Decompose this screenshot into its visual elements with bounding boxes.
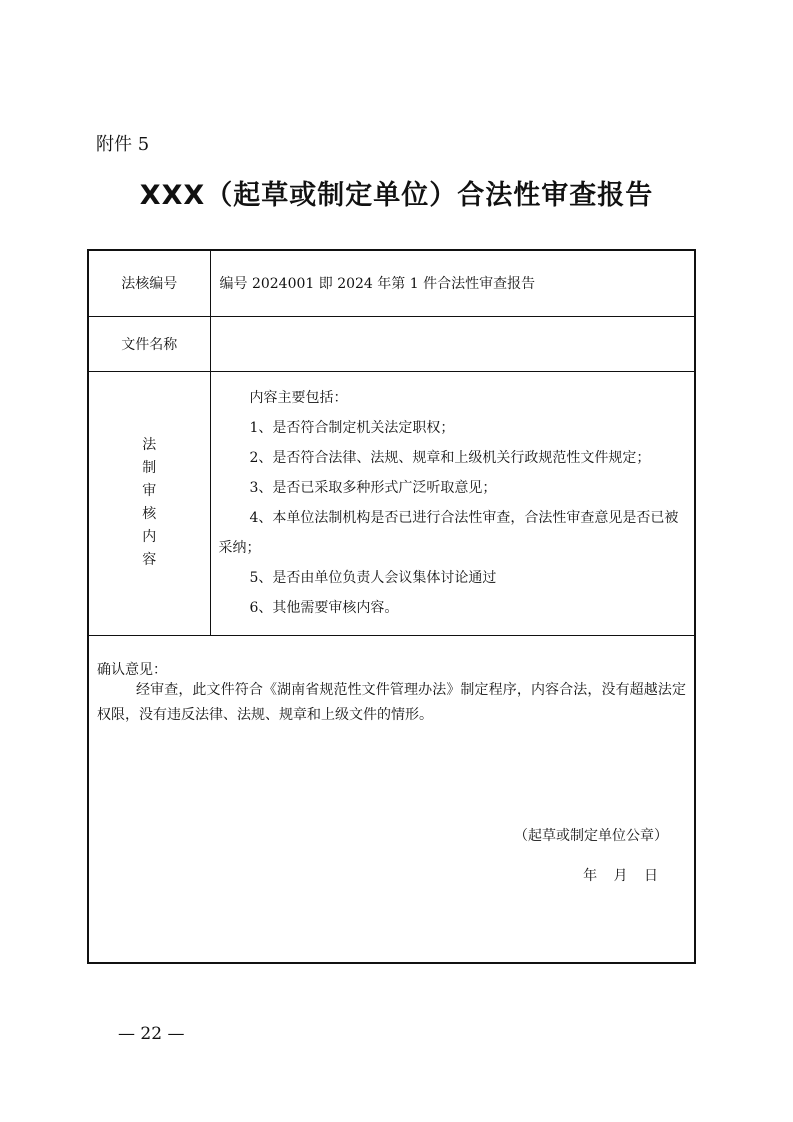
seal-label: （起草或制定单位公章）	[514, 827, 668, 844]
document-name-label: 文件名称	[88, 316, 210, 371]
review-report-table	[87, 249, 696, 964]
review-content-item: 1、是否符合制定机关法定职权；	[249, 420, 455, 436]
review-content-row	[88, 371, 695, 635]
document-name-row	[88, 316, 695, 371]
page-title: XXX（起草或制定单位）合法性审查报告	[139, 180, 654, 211]
review-number-row	[88, 250, 695, 316]
review-content-label-char: 内	[142, 529, 157, 545]
review-content-list	[210, 371, 695, 635]
review-content-label-char: 核	[142, 506, 157, 522]
review-content-label-char: 法	[142, 437, 157, 453]
review-content-label	[88, 371, 210, 635]
confirmation-box	[89, 636, 694, 962]
review-number-value: 编号 2024001 即 2024 年第 1 件合法性审查报告	[210, 250, 695, 316]
review-content-label-char: 容	[142, 552, 157, 568]
confirmation-body: 经审查，此文件符合《湖南省规范性文件管理办法》制定程序，内容合法，没有超越法定权限，没有违反法律、法规、规章和上级文件的情形。	[97, 681, 686, 723]
review-content-item: 2、是否符合法律、法规、规章和上级机关行政规范性文件规定；	[249, 450, 651, 466]
review-content-item: 3、是否已采取多种形式广泛听取意见；	[249, 480, 497, 496]
confirmation-heading: 确认意见：	[97, 661, 167, 678]
page-number: — 22 —	[118, 1024, 185, 1044]
review-content-label-char: 制	[142, 460, 157, 476]
confirmation-cell	[88, 635, 695, 963]
review-content-item: 5、是否由单位负责人会议集体讨论通过	[249, 570, 497, 586]
review-content-item: 6、其他需要审核内容。	[249, 600, 399, 616]
review-content-item: 4、本单位法制机构是否已进行合法性审查，合法性审查意见是否已被采纳；	[218, 510, 679, 556]
review-number-label: 法核编号	[88, 250, 210, 316]
review-content-intro: 内容主要包括：	[249, 390, 348, 406]
attachment-label: 附件 5	[96, 134, 150, 155]
confirmation-row	[88, 635, 695, 963]
date-label: 年 月 日	[583, 867, 658, 884]
review-content-label-char: 审	[142, 483, 157, 499]
document-name-value	[210, 316, 695, 371]
